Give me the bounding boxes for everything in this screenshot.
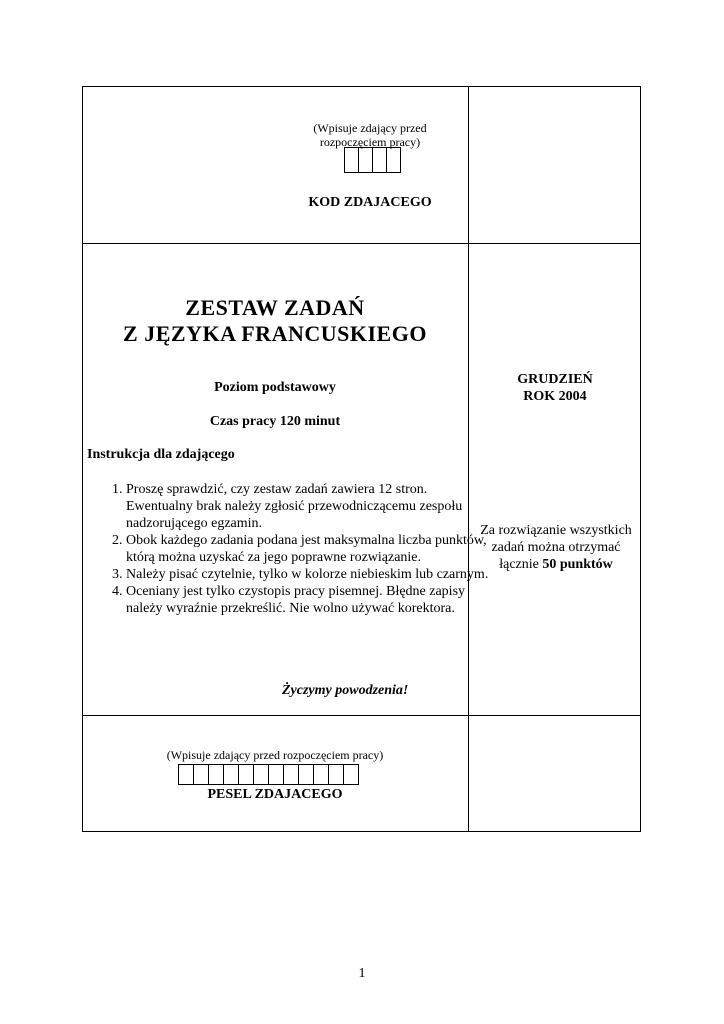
instruction-item: 4. Oceniany jest tylko czystopis pracy pisemnej. Błędne zapisy należy wyraźnie przekreślić. Nie wolno używać korektora. <box>126 583 491 617</box>
pesel-box[interactable] <box>298 764 314 785</box>
column-divider <box>468 86 469 832</box>
page-title-line-1: ZESTAW ZADAŃ <box>185 295 365 320</box>
points-text: Za rozwiązanie wszystkich zadań można otrzymać łącznie <box>480 523 632 572</box>
code-box[interactable] <box>344 147 359 173</box>
pesel-box[interactable] <box>343 764 359 785</box>
points-info <box>472 522 640 573</box>
pesel-box[interactable] <box>208 764 224 785</box>
pesel-box[interactable] <box>193 764 209 785</box>
exam-year: ROK 2004 <box>523 389 587 404</box>
pesel-note: (Wpisuje zdający przed rozpoczęciem pracy) <box>166 748 384 762</box>
exam-level: Poziom podstawowy <box>214 380 336 395</box>
pesel-box[interactable] <box>313 764 329 785</box>
code-label: KOD ZDAJACEGO <box>308 195 432 210</box>
code-box[interactable] <box>358 147 373 173</box>
instruction-item: 3. Należy pisać czytelnie, tylko w kolorze niebieskim lub czarnym. <box>126 566 491 583</box>
pesel-box[interactable] <box>253 764 269 785</box>
pesel-boxes[interactable] <box>178 764 358 785</box>
instructions-heading: Instrukcja dla zdającego <box>87 447 235 462</box>
pesel-box[interactable] <box>223 764 239 785</box>
closing-wish: Życzymy powodzenia! <box>282 683 409 698</box>
pesel-box[interactable] <box>268 764 284 785</box>
exam-month: GRUDZIEŃ <box>517 372 593 387</box>
row-divider-bottom <box>82 715 641 716</box>
pesel-box[interactable] <box>283 764 299 785</box>
pesel-box[interactable] <box>238 764 254 785</box>
points-value: 50 punktów <box>542 557 613 572</box>
code-boxes[interactable] <box>344 147 400 173</box>
code-box[interactable] <box>372 147 387 173</box>
page-number: 1 <box>358 966 366 981</box>
instruction-item: 1. Proszę sprawdzić, czy zestaw zadań zawiera 12 stron. Ewentualny brak należy zgłosić przewodniczącemu zespołu nadzorującego egzamin. <box>126 481 491 532</box>
instruction-item: 2. Obok każdego zadania podana jest maksymalna liczba punktów, którą można uzyskać za jego poprawne rozwiązanie. <box>126 532 491 566</box>
pesel-label: PESEL ZDAJACEGO <box>207 787 343 802</box>
code-box[interactable] <box>386 147 401 173</box>
pesel-box[interactable] <box>178 764 194 785</box>
page-title-line-2: Z JĘZYKA FRANCUSKIEGO <box>123 321 427 346</box>
code-note: (Wpisuje zdający przed rozpoczęciem pracy) <box>313 121 427 149</box>
pesel-box[interactable] <box>328 764 344 785</box>
row-divider-top <box>82 243 641 244</box>
exam-time: Czas pracy 120 minut <box>209 414 341 429</box>
instructions-list <box>100 481 491 617</box>
